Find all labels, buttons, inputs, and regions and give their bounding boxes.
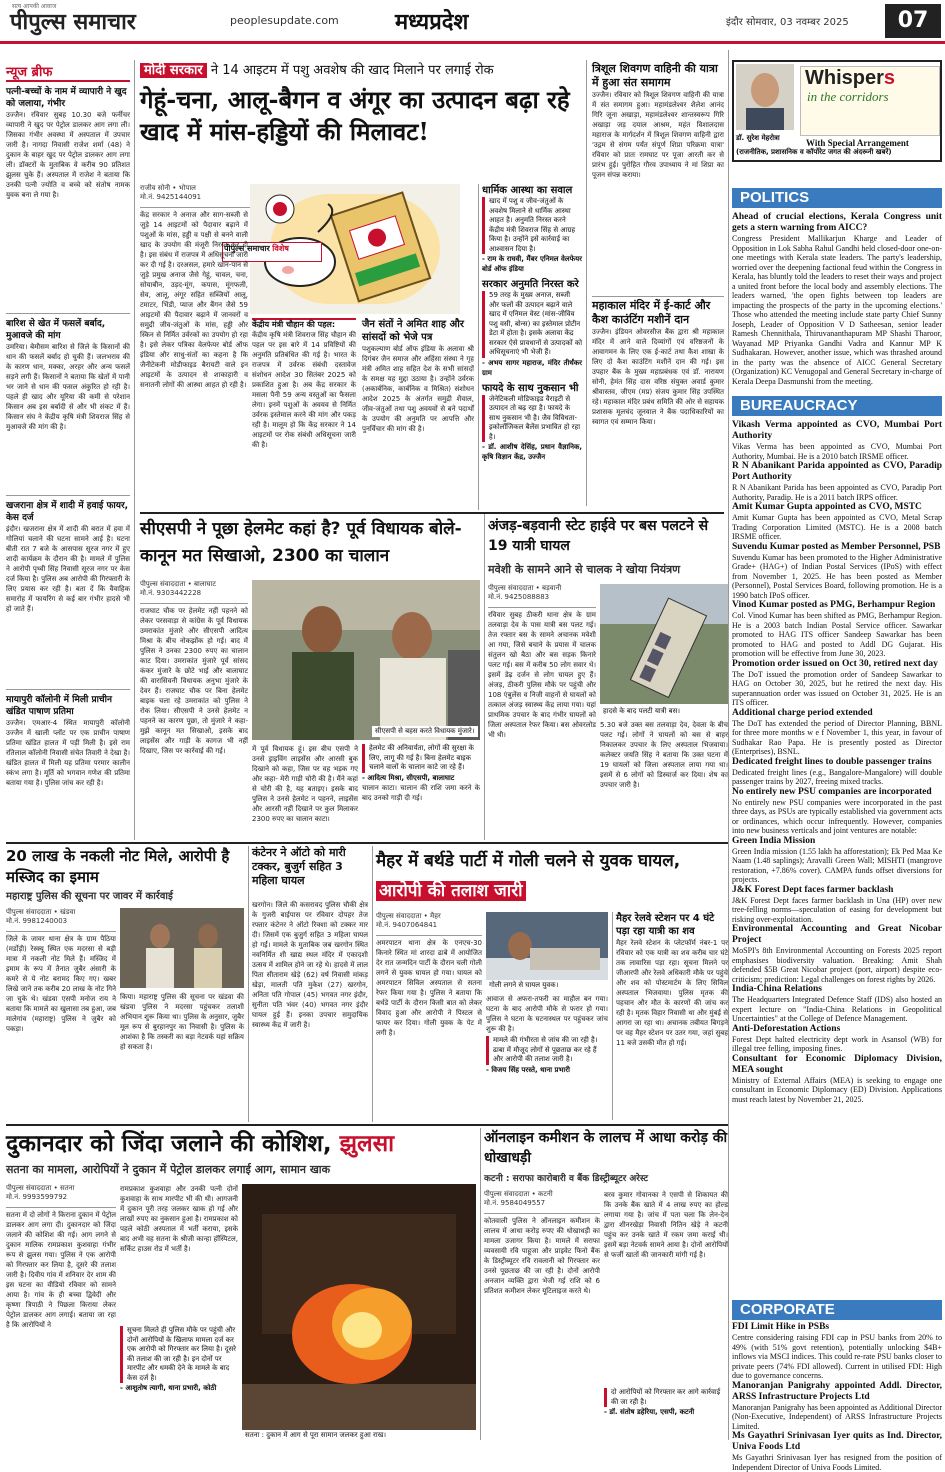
helmet-headline[interactable]: सीएसपी ने पूछा हेलमेट कहां है? पूर्व विधायक बोले- कानून मत सिखाओ, 2300 का चालान bbox=[140, 519, 462, 566]
minister-box bbox=[252, 318, 356, 510]
bureaucracy-item bbox=[732, 461, 942, 502]
item-body: Amit Kumar Gupta has been appointed as CVO, Metal Scrap Trading Corporation Limited (MSTC). He is a 2008 batch IRSME officer. bbox=[732, 513, 942, 541]
item-headline[interactable]: Anti-Deforestation Actions bbox=[732, 1023, 841, 1034]
faith-attribution: - राम के राघवी, मैंबर एनिमल वेलफेयर बोर्ड ऑफ इंडिया bbox=[482, 255, 582, 273]
item-body: Green India mission (1.55 lakh ha afforestation); Ek Ped Maa Ke Naam (1.48 saplings); Aravalli Green Wall; MISHTI (mangrove restoration, +7.86% cover). CAMPA funds offset diversions for projects. bbox=[732, 846, 942, 884]
bureaucracy-item bbox=[732, 502, 942, 542]
birthday-body-continued: आवाज से अफरा-तफरी का माहौल बन गया। घटना के बाद आरोपी मौके से फरार हो गया। पुलिस ने घटना के घटनास्थल पर पहुंचकर जांच शुरू की है। bbox=[486, 995, 608, 1033]
item-body: MoSPI's 8th Environmental Accounting on Forests 2025 report emphasises biodiversity valuation. Breaking: Amit Shah defended $5B Great Nicobar project (port, airport) despite eco-criticism; prediction: Legal challenges on forest rights by 2026. bbox=[732, 946, 942, 984]
item-headline[interactable]: Promotion order issued on Oct 30, retired next day bbox=[732, 658, 938, 669]
reporter: पीपुल्स संवाददाता • बड़वानी bbox=[488, 584, 562, 592]
helmet-quote-box bbox=[362, 744, 480, 838]
corporate-item bbox=[732, 1431, 942, 1472]
bureaucracy-item bbox=[732, 542, 942, 601]
bus-subhead: मवेशी के सामने आने से चालक ने खोया नियंत्रण bbox=[488, 563, 681, 576]
maihar-rail-headline[interactable]: मैहर रेलवे स्टेशन पर 4 घंटे पड़ा रहा यात्री का शव bbox=[616, 913, 715, 937]
fake-notes-byline bbox=[6, 908, 116, 932]
reporter: पीपुल्स संवाददाता • खंडवा bbox=[6, 908, 76, 916]
birthday-headline-highlight: आरोपी की तलाश जारी bbox=[376, 881, 526, 901]
helmet-body-continued: में पूर्व विधायक हूं। इस बीच एसपी ने उनसे ड्राइविंग लाइसेंस और आरसी बुक दिखाने को कहा, जिस पर वह भड़क गए और कहा- मेरी गाड़ी चोरी की है। मैंने कहां से चोरी की है, यह बताइए। इसके बाद पुलिस ने उनसे हेलमेट न पहनने, लाइसेंस और आरसी नहीं दिखाने पर कुल मिलाकर 2300 रुपए का चालान काटा। bbox=[252, 745, 358, 823]
bureaucracy-item bbox=[732, 708, 942, 757]
reporter-phone: मो.नं. 9993599792 bbox=[6, 1193, 68, 1201]
fraud-subhead: कटनी : सराफा कारोबारी व बैंक डिस्ट्रीब्यूटर अरेस्ट bbox=[484, 1174, 649, 1184]
corporate-item bbox=[732, 1381, 942, 1432]
whispers-title: Whisper bbox=[805, 67, 884, 89]
fake-notes-subhead: महाराष्ट्र पुलिस की सूचना पर जावर में कार्रवाई bbox=[6, 891, 173, 902]
shop-fire-body-continued: रामप्रकाश कुशवाहा और उनकी पत्नी दोनों कुशवाहा के साथ मारपीट भी की थी। आगजनी में दुकान पूरी तरह जलकर खाक हो गई और लाखों रुपए का नुकसान हुआ है। रामप्रकाश को पहले कोठी अस्पताल में भर्ती कराया, इसके बाद अभी वह सतना के श्रीजी कान्हा हॉस्पिटल, सर्किट हाउस रोड में भर्ती है। bbox=[120, 1185, 238, 1253]
lead-byline bbox=[140, 184, 250, 208]
reporter-phone: मो.नं. 9407064841 bbox=[376, 921, 438, 929]
item-headline[interactable]: Environmental Accounting and Great Nicobar Project bbox=[732, 924, 942, 945]
lead-kicker bbox=[140, 62, 580, 80]
box-title: केंद्रीय मंत्री चौहान की पहल: bbox=[252, 320, 336, 329]
fake-notes-body-continued: किया। महाराष्ट्र पुलिस की सूचना पर खंडवा की खंडवा पुलिस ने मदरसा पहुंचकर तलाशी अभियान शुरू किया था। पुलिस के अनुसार, जुबैर मूल रूप से बुरहानपुर का निवासी है। पुलिस के आशंका है कि तस्करी का बड़ा नेटवर्क यहां सक्रिय हो सकता है। bbox=[120, 993, 244, 1051]
bus-photo bbox=[600, 584, 728, 704]
birthday-photo-caption: गोली लगने से घायल युवक। bbox=[486, 980, 608, 991]
page-number: 07 bbox=[885, 4, 941, 38]
mahakal-headline[interactable]: महाकाल मंदिर में ई-कार्ट और कैश काउंटिंग मशीनें दान bbox=[592, 299, 711, 326]
corporate-list bbox=[732, 1322, 942, 1472]
bureaucracy-list bbox=[732, 420, 942, 1298]
author-portrait bbox=[736, 64, 794, 130]
item-headline[interactable]: India-China Relations bbox=[732, 984, 823, 994]
brief-body: उज्जैन। एमआर-4 स्थित मायापुरी कॉलोनी उज्जैन में खाली प्लॉट पर एक प्राचीन पाषाण प्रतिमा खंडित हालत में पड़ी मिली है। इसे राम रतिलाल कॉलोनी निवासी संचेत तिवारी ने देखा है। खंडित हालत में मिली यह प्रतिमा परमार कालीन स्कंभ लगा है। मूर्ति को भगवान गणेश की प्रतिमा बताया गया है। पुलिस जांच कर रही है। bbox=[6, 719, 130, 787]
corporate-section-header: CORPORATE bbox=[732, 1300, 942, 1320]
helmet-quote-attribution: - आदित्य मिश्रा, सीएसपी, बालाघाट bbox=[362, 773, 455, 782]
bureaucracy-item bbox=[732, 1054, 942, 1105]
mahakal-body: उज्जैन। इंडियन ओवरसीज बैंक द्वारा श्री महाकाल मंदिर में आने वाले दिव्यांगों एवं वरिष्ठजनों के आवागमन के लिए एक ई-कार्ट तथा कैश शाखा के लिए दो कैश काउंटिंग मशीनें दान की गई। इस उपहार बैंक के मुख्य महाप्रबंधक एवं डॉ. नारायण सोनी, हेमंत सिंह दास वरिष्ठ संयुक्त अवार्ड कुमार श्रीवास्तव, जीएम (मप्र) संजय कुमार सिंह उपस्थित रहे। महाकाल मंदिर प्रबंध समिति की ओर से सहायक प्रशासक मूलचंद जूनवाल ने बैंक पदाधिकारियों का स्वागत एवं सम्मान किया। bbox=[592, 328, 724, 426]
fraud-headline[interactable]: ऑनलाइन कमीशन के लालच में आधा करोड़ की धोखाधड़ी bbox=[484, 1130, 728, 1166]
item-headline[interactable]: Consultant for Economic Diplomacy Division, MEA sought bbox=[732, 1053, 942, 1075]
fraud-quote: दो आरोपियों को गिरफ्तार कर आगे कार्रवाई की जा रही है। bbox=[604, 1388, 728, 1407]
item-body: Dedicated freight lines (e.g., Bangalore-Mangalore) will double passenger trains by 2027, freeing mixed tracks. bbox=[732, 767, 942, 786]
fire-scene bbox=[242, 1184, 476, 1430]
news-brief-column bbox=[6, 62, 130, 842]
whispers-subtitle: in the corridors bbox=[807, 89, 889, 104]
shop-fire-quote: सूचना मिलते ही पुलिस मौके पर पहुंची और दोनों आरोपियों के खिलाफ मामला दर्ज कर एक आरोपी को गिरफ्तार कर लिया है। दूसरे की तलाश की जा रही है। इन दोनों पर मारपीट और धमकी देने के मामले के बाद केस दर्ज है। bbox=[120, 1326, 238, 1383]
arrest-photo-scene bbox=[120, 908, 244, 988]
exclusive-label: पीपुल्स समाचार bbox=[224, 244, 270, 253]
shop-fire-photo bbox=[242, 1184, 476, 1430]
item-body: Ministry of External Affairs (MEA) is seeking to engage one consultant in Economic Diplomacy (ED) Division. Applications must reach latest by November 21, 2025. bbox=[732, 1075, 942, 1104]
birthday-photo bbox=[486, 912, 608, 990]
brief-headline[interactable]: खजराना क्षेत्र में शादी में हवाई फायर, केस दर्ज bbox=[6, 501, 129, 523]
bureaucracy-item bbox=[732, 924, 942, 984]
item-headline[interactable]: No entirely new PSU companies are incorporated bbox=[732, 786, 932, 797]
news-brief-label: न्यूज ब्रीफ bbox=[6, 62, 130, 82]
dateline: इंदौर सोमवार, 03 नवम्बर 2025 bbox=[726, 17, 849, 28]
helmet-photo bbox=[252, 580, 480, 740]
bus-headline[interactable]: अंजड़-बड़वानी स्टेट हाईवे पर बस पलटने से 19 यात्री घायल bbox=[488, 518, 709, 554]
bureaucracy-item bbox=[732, 984, 942, 1024]
injured-youth-scene bbox=[486, 912, 608, 990]
kicker-text: ने 14 आइटम में पशु अवशेष की खाद मिलाने पर लगाई रोक bbox=[210, 63, 494, 78]
fraud-body: कोतवाली पुलिस ने ऑनलाइन कमीशन के लालच में आधा करोड़ रुपए की धोखाधड़ी का मामला उजागर किया है। मामले में सराफा व्यवसायी रवि पाहूजा और प्राइवेट फिनो बैंक के डिस्ट्रीब्यूटर रवि रावलानी को गिरफ्तार कर उनसे पूछताछ की जा रही है। दोनों आरोपी अनजान व्यक्ति द्वारा भेजी गई राशि को 6 प्रतिशत कमीशन लेकर यूटिलाइज करते थे। bbox=[484, 1217, 600, 1295]
whispers-box bbox=[732, 60, 942, 162]
shop-fire-byline bbox=[6, 1184, 116, 1208]
reporter-phone: मो.नं. 9425144091 bbox=[140, 193, 202, 201]
bus-body-continued: 5.30 बजे उक्त बस तलवाड़ा देव, देवला के बीच पलट गई। लोगों ने घायलों को बस से बाहर निकालकर उपचार के लिए अस्पताल भिजवाया। कलेक्टर जयति सिंह ने बताया कि उक्त घटना में 19 घायलों को जिला अस्पताल लाया गया था। इसमें से 6 लोगों को डिस्चार्ज कर दिया। शेष का उपचार जारी है। bbox=[600, 721, 728, 789]
sants-box bbox=[362, 318, 474, 510]
politics-story bbox=[732, 212, 942, 392]
website-link[interactable]: peoplesupdate.com bbox=[230, 14, 339, 27]
item-body: Centre considering raising FDI cap in PSU banks from 20% to 49% (with 51% govt retention), potentially unlocking $4B+ inflows via MSCI indices. This could re-rate PSU banks closer to private peers (74% FDI allowed). Current in utilised FDI: High due to governance concerns. bbox=[732, 1333, 942, 1380]
birthday-quote: मामले की गंभीरता से जांच की जा रही है। ढाबा में मौजूद लोगों से पूछताछ कर रहे हैं और आरोपी की तलाश जारी है। bbox=[486, 1036, 608, 1065]
dharma-body: उज्जैन। रविवार को त्रिशूल शिवगण वाहिनी की यात्रा में संत समागम हुआ। महामंडलेश्वर शैलेश आनंद गिरि जूना अखाड़ा, महामंडलेश्वर शान्तस्वरूप गिरि अखाड़ा जड़ दयाल आश्रम, महंत विशालदास महाराज के मार्गदर्शन में त्रिशूल शिवगण वाहिनी द्वारा 'उद्गम से संगम पर्यंत संपूर्ण शिप्रा परिक्रमा यात्रा' रविवार को प्रातः रामघाट पर पूजा आरती कर से प्रारंभ हुई। पुरोहित गौरव उपाध्याय ने मां शिप्रा का पूजन संपन्न कराया। bbox=[592, 91, 724, 179]
reporter-phone: मो.नं. 9981240003 bbox=[6, 917, 68, 925]
bureaucracy-item bbox=[732, 659, 942, 708]
reporter: पीपुल्स संवाददाता • कटनी bbox=[484, 1190, 553, 1198]
maihar-rail-story bbox=[616, 912, 728, 1120]
birthday-quote-attribution: - विजय सिंह परस्ते, थाना प्रभारी bbox=[486, 1065, 570, 1074]
birthday-quote-box bbox=[486, 1036, 608, 1120]
whispers-credit: With Special Arrangement bbox=[806, 138, 909, 148]
brief-headline[interactable]: पत्नी-बच्चों के नाम में व्यापारी ने खुद को जलाया, गंभीर bbox=[6, 87, 127, 109]
bus-photo-caption: हादसे के बाद पलटी यात्री बस। bbox=[600, 706, 728, 717]
helmet-quote-tail: चालान काटा। चालान की राशि जमा करने के बाद उनको गाड़ी दी गई। bbox=[362, 783, 480, 802]
brief-item bbox=[6, 500, 130, 690]
reporter: पीपुल्स संवाददाता • सतना bbox=[6, 1184, 75, 1192]
fake-notes-headline[interactable]: 20 लाख के नकली नोट मिले, आरोपी है मस्जिद का इमाम bbox=[6, 847, 230, 886]
item-headline[interactable]: Dedicated freight lines to double passenger trains bbox=[732, 756, 932, 767]
item-headline[interactable]: Ms Gayathri Srinivasan Iyer quits as Ind. Director, Univa Foods Ltd bbox=[732, 1431, 942, 1452]
fayde-attribution: - डॉ. आशीष देसिंह, प्रधान वैज्ञानिक, कृषि विज्ञान केंद्र, उज्जैन bbox=[482, 443, 582, 461]
whispers-tagline: (राजनीतिक, प्रशासनिक व कॉर्पोरेट जगत की अंदरूनी खबरें) bbox=[736, 148, 892, 156]
dharma-headline[interactable]: त्रिशूल शिवगण वाहिनी की यात्रा में हुआ संत समागम bbox=[592, 62, 718, 89]
politics-section-header: POLITICS bbox=[732, 188, 942, 208]
faith-quote: खाद में पशु व जीव-जंतुओं के अवशेष मिलाने से धार्मिक आस्था आहत है। अनुमति निरस्त करने केंद्रीय मंत्री शिवराज सिंह से आग्रह किया है। उन्होंने इसे कार्रवाई का आश्वासन दिया है। bbox=[482, 197, 582, 254]
item-headline[interactable]: J&K Forest Dept faces farmer backlash bbox=[732, 884, 894, 895]
birthday-body: अमरपाटन थाना क्षेत्र के एनएच-30 किनारे स्थित मां शारदा ढाबे में आयोजित देर रात जन्मदिन पार्टी के दौरान चली गोली लगने से युवक घायल हो गया। घायल को अमरपाटन सिविल अस्पताल से सतना रेफर किया गया है। पुलिस ने बताया कि बर्थडे पार्टी के दौरान किसी बात को लेकर विवाद हुआ और आरोपी ने पिस्टल से फायर कर दिया। गोली युवक के पेट में लगी है। bbox=[376, 939, 482, 1037]
politics-headline[interactable]: Ahead of crucial elections, Kerala Congress unit gets a stern warning from AICC? bbox=[732, 212, 942, 233]
reporter-phone: मो.नं. 9303442228 bbox=[140, 589, 202, 597]
helmet-photo-scene bbox=[252, 580, 480, 740]
fraud-byline bbox=[484, 1190, 600, 1214]
container-body: खरगोन। जिले की कसरावद पुलिस चौकी क्षेत्र के गुजरी बाईपास पर रविवार दोपहर तेज रफ्तार कंटेनर ने ऑटो रिक्शा को टक्कर मार दी। जिसमें एक बुजुर्ग सहित 3 महिला घायल हो गईं। मामले के मुताबिक जब खरगोन स्थित नवनिर्मित शी खाद्य स्थल मंदिर में एकादशी उत्सव में शामिल होने जा रहे थे। हादसे में लाल पिता सीताराम खेड़े (62) वर्ष निवासी मांकड़ खेड़ा, मालती पति मुकेश (27) खरगोन, अनिता पति गोपाल (45) भगवत नगर इंदौर, सुनीता पति भंवर (40) भगवत नगर इंदौर घायल हुई हैं। इनका उपचार समुदायिक स्वास्थ्य केंद्र में जारी है। bbox=[252, 901, 368, 1029]
shop-fire-headline-main: दुकानदार को जिंदा जलाने की कोशिश, bbox=[6, 1131, 332, 1157]
item-headline[interactable]: Amit Kumar Gupta appointed as CVO, MSTC bbox=[732, 502, 922, 512]
item-body: Ms Gayathri Srinivasan Iyer has resigned from the position of Independent Director of Univa Foods Limited. bbox=[732, 1453, 942, 1472]
politics-body: Congress President Mallikarjun Kharge and Leader of Opposition in Lok Sabha Rahul Gandhi held closed-door one-on-one meetings with Kerala state leaders. The party's leadership, worried over the deepening factional feud within the Congress in Kerala, has bluntly told the leaders to reset their ways and project a united front before the local body and assembly elections. The leaders warned, 'the open fights between top leaders are impacting the prospects of the party in the upcoming elections.' Those who attended the meeting include state party Chief Sunny Joseph, Leader of Opposition V D Satheesan, senior leader Ramesh Chennithala, Thiruvananthapuram MP Shashi Tharoor, Wayanad MP Priyanka Gandhi Vadra and Kannur MP K Sudhakaran. However, another issue, which was thrashed around in the party was the absence of AICC General Secretary (Organization) KC Venugopal and General Secretary in-charge of Kerala Deepa Dasmunshi from the meeting. bbox=[732, 234, 942, 386]
author-photo bbox=[736, 64, 794, 130]
item-body: Vikas Verma has been appointed as CVO, Mumbai Port Authority, Mumbai. He is a 2010 batch IRSME officer. bbox=[732, 442, 942, 461]
item-headline[interactable]: Vikash Verma appointed as CVO, Mumbai Port Authority bbox=[732, 420, 942, 441]
kicker-highlight: मोदी सरकार bbox=[140, 63, 207, 78]
overturned-bus-scene bbox=[600, 584, 728, 704]
brief-headline[interactable]: मायापुरी कॉलोनी में मिली प्राचीन खंडित पाषाण प्रतिमा bbox=[6, 695, 112, 717]
fraud-body-continued: बरव कुमार गोवानका ने एसपी से शिकायत की कि उनके बैंक खाते में 4 लाख रुपए का होल्ड लगाया गया है। जांच में पता चला कि लेन-देन द्वारा शीनरखेड़ा निवासी नितिन खेड़े ने कटनी पहुंच कर उनके खाते में रकम जमा कराई थी। इसमें बड़ा नेटवर्क सामने आया है। दोनों आरोपियों से फर्जी खातों की जानकारी मांगी गई है। bbox=[604, 1191, 728, 1259]
brand-logo[interactable]: पीपुल्स समाचार bbox=[10, 9, 136, 35]
birthday-headline-main: मैहर में बर्थडे पार्टी में गोली चलने से युवक घायल, bbox=[376, 851, 681, 871]
dharma-story bbox=[592, 62, 724, 292]
brief-headline[interactable]: बारिश से खेत में फसलें बर्बाद, मुआवजे की मांग bbox=[6, 319, 106, 341]
item-headline[interactable]: Suvendu Kumar posted as Member Personnel, PSB bbox=[732, 541, 941, 552]
item-body: The DoT issued the promotion order of Sandeep Sawarkar to HAG on October 30, 2025, but he retired the next day. His superannuation order was issued on October 31, 2025. He is an ITS officer. bbox=[732, 669, 942, 707]
shop-fire-subhead: सतना का मामला, आरोपियों ने दुकान में पेट्रोल डालकर लगाई आग, सामान खाक bbox=[6, 1163, 331, 1176]
exclusive-tag: विशेष bbox=[272, 244, 289, 253]
brief-body: उमरिया। बेमौसम बारिश से जिले के किसानों की धान की फसलें बर्बाद हो चुकी हैं। जलभराव की के कारण धान, मक्का, अरहर और अन्य फसलें सड़ने लगी हैं। किसानों ने बताया कि खेतों में पानी भर जाने से धान की फसल अंकुरित हो रही है। पहले ही खाद और यूरिया की कमी से परेशान किसान अब इस बर्बादी से और भी संकट में हैं। किसान संघ ने केंद्रीय कृषि मंत्री शिवराज सिंह से मुआवजे की मांग की है। bbox=[6, 343, 130, 431]
item-body: The Headquarters Integrated Defence Staff (IDS) also hosted an expert lecture on "India-China Relations in Geopolitical Uncertainties" at the College of Defence Management. bbox=[732, 995, 942, 1023]
bus-body: रविवार सुबह ठीकरी थाना क्षेत्र के ग्राम तलवाड़ा देव के पास यात्री बस पलट गई। तेज रफ्तार बस के सामने अचानक मवेशी आ गया, जिसे बचाने के प्रयास में चालक संतुलन खो बैठा और बस सड़क किनारे पलट गई। बस में करीब 50 लोग सवार थे। इसमें डेढ़ दर्जन से लोग घायल हुए हैं। अंजड़, ठीकरी पुलिस मौके पर पहुंची और 108 एंबुलेंस व निजी वाहनों से घायलों को तत्काल अंजड़ स्वास्थ्य केंद्र लाया गया। यहां प्राथमिक उपचार के बाद गंभीर घायलों को जिला अस्पताल रेफर किया। बस ओवरलोड भी थी। bbox=[488, 611, 596, 739]
helmet-byline bbox=[140, 580, 248, 604]
item-body: Suvendu Kumar has been promoted to the Higher Administrative Grade+ (HAG+) of Indian Postal Services (IPoS) with effect from November 1, 2025. He has been posted as Member (Personnel), Postal Services Board, following promotion. He is a 1990 batch IPoS officer. bbox=[732, 552, 942, 600]
whispers-logo bbox=[800, 66, 940, 136]
brief-item bbox=[6, 694, 130, 862]
brief-body: इंदौर। खजराना क्षेत्र में शादी की बरात में हवा में गोलियां चलाने की घटना सामने आई है। घटना बीती रात 7 बजे के आसपास सूरज नगर में हुए शादी कार्यक्रम के दौरान की है। मामले में पुलिस ने आरोपी पृथ्वी सिंह निवासी सूरज नगर पर केस दर्ज किया है। पुलिस अब आरोपी की गिरफ्तारी के लिए प्रयास कर रही है। बता दें कि वैवाहिक समारोह में फायरिंग से कई बार गंभीर हादसे भी हो जाते हैं। bbox=[6, 525, 130, 613]
whispers-title-letter: s bbox=[883, 67, 896, 89]
mahakal-story bbox=[592, 296, 724, 508]
bus-byline bbox=[488, 584, 596, 608]
bureaucracy-item bbox=[732, 600, 942, 659]
bureaucracy-item bbox=[732, 420, 942, 461]
bureaucracy-item bbox=[732, 836, 942, 885]
reporter: राजीव सोनी • भोपाल bbox=[140, 184, 196, 192]
brief-body: उज्जैन। रविवार सुबह 10.30 बजे फर्नीचर व्यापारी ने खुद पर पेट्रोल डालकर आग लगा ली। जिसका गंभीर अवस्था में अस्पताल में उपचार जारी है। नागदा निवासी राजेश शर्मा (48) ने दुकान के बाहर खुद पर पेट्रोल डालकर आग लगा ली। डॉक्टरों के मुताबिक वे करीब 90 प्रतिशत झुलस चुके हैं। अस्पताल में राजेश ने बताया कि उनकी पत्नी ज्योति व बच्चे को संतोष नामक युवक बना ले गया है। bbox=[6, 111, 130, 199]
item-body: No entirely new PSU companies were incorporated in the past three days, as PSUs are typically established via government acts or ordinances, which occur infrequently. However, companies into new business verticals and joint ventures are notable: bbox=[732, 797, 942, 835]
item-body: Col. Vinod Kumar has been shifted as PMG, Berhampur Region. He is a 2003 batch Indian Postal Service officer. Sawarkar promoted to HAG ITS officer Sandeep Sawarkar has been promoted to HAG and posted to Addl DG Gujarat. His promotion will be effective from June 30, 2023. bbox=[732, 611, 942, 658]
shop-fire-headline[interactable] bbox=[6, 1128, 476, 1162]
sants-headline[interactable]: जैन संतों ने अमित शाह और सांसदों को भेजे पत्र bbox=[362, 319, 464, 343]
shop-fire-body: सतना में दो लोगों ने किराना दुकान में पेट्रोल डालकर आग लगा दी। दुकानदार को जिंदा जलाने की कोशिश की गई। आग लगने से दुकान मालिक रामप्रकाश कुशवाहा गंभीर रूप से झुलस गया। पुलिस ने एक आरोपी को गिरफ्तार कर लिया है, दूसरे की तलाश जारी है। दिवीय गांव में शनिवार देर शाम की इस घटना का वीडियो रविवार को सामने आया है। गांव के ही बच्चा द्विवेदी और कृष्णा त्रिपाठी ने पिछला किराया लेकर पेट्रोल डालकर आग लगाई। बताया जा रहा है कि आरोपियों ने bbox=[6, 1211, 116, 1329]
author-name: डॉ. सुरेश मेहरोत्रा bbox=[736, 134, 780, 142]
corporate-item bbox=[732, 1322, 942, 1381]
item-headline[interactable]: Manoranjan Panigrahy appointed Addl. Director, ARSS Infrastructure Projects Ltd bbox=[732, 1380, 942, 1402]
lead-body: केंद्र सरकार ने अनाज और साग-सब्जी से जुड़े 14 आइटमों को पैदावार बढ़ाने में पशुओं के मांस, हड्डी व पक्षी से बनने वाली खाद के उपयोग की मंजूरी निरस्त कर दी है। इस संबंध में राजपत्र में अधिसूचना जारी कर दी गई है। दरअसल, हमारे खान-पान से जुड़े प्रमुख अनाज जैसे गेहूं, चावल, चना, सोयाबीन, उड़द-मूंग, कपास, मूंगफली, सेव, आलू, अंगूर सहित सब्जियों आलू, टमाटर, भिंडी, प्याज और बैंगन जैसे 59 आइटमों की पैदावार बढ़ाने में जानवरों व समुद्री जीव-जंतुओं के मांस, हड्डी और स्किन से निर्मित उर्वरकों का उपयोग हो रहा है। इसे लेकर पत्रिका वेलफेयर बोर्ड ऑफ इंडिया और साधु-संतों का कहना है कि जैनीटेकनी मोडीफाइड बैरायटी वाले इन आइटमों के उत्पादन से शाकाहारी व सनातनी लोगों की आस्था आहत हो रही है। bbox=[140, 211, 248, 389]
item-body: The DoT has extended the period of Director Planning, BBNL for three more months w e f November 1, this year, in favour of Sudhakar Rao Papa. He is presently posted as Director (Enterprises), BSNL. bbox=[732, 718, 942, 756]
fraud-quote-box bbox=[604, 1388, 728, 1440]
brand-tagline: सत्य आपकी आवाज bbox=[12, 3, 57, 10]
shop-fire-quote-box bbox=[120, 1326, 238, 1440]
lead-headline[interactable]: गेहूं-चना, आलू-बैगन व अंगूर का उत्पादन बढ़ा रहे खाद में मांस-हड्डियों की मिलावट! bbox=[140, 85, 570, 146]
bureaucracy-item bbox=[732, 885, 942, 925]
masthead bbox=[0, 0, 945, 44]
birthday-headline[interactable] bbox=[376, 846, 728, 910]
reporter-phone: मो.नं. 9584049557 bbox=[484, 1199, 546, 1207]
container-headline[interactable]: कंटेनर ने ऑटो को मारी टक्कर, बुजुर्ग सहित 3 महिला घायल bbox=[252, 846, 346, 887]
maihar-rail-body: मैहर रेलवे स्टेशन के प्लेटफॉर्म नंबर-1 पर रविवार को एक यात्री का शव करीब चार घंटे तक लावारिस पड़ा रहा। सूचना मिलने पर जीआरपी और रेलवे अधिकारी मौके पर पहुंचे और शव को पोस्टमार्टम के लिए सिविल अस्पताल भिजवाया। पुलिस मृतक की पहचान और मौत के कारणों की जांच कर रही है। मृतक विहार निवासी था और मुंबई से आगरा जा रहा था। अचानक तबीयत बिगड़ने पर वह मैहर स्टेशन पर उतर गया, जहां सुबह 11 बजे उसकी मौत हो गई। bbox=[616, 939, 728, 1047]
bureaucracy-item bbox=[732, 787, 942, 836]
bureaucracy-section-header: BUREAUCRACY bbox=[732, 396, 942, 416]
reporter: पीपुल्स संवाददाता • बालाघाट bbox=[140, 580, 216, 588]
loss-attribution: - अभय सागर महाराज, मंदिर तीर्थंकर ग्राम bbox=[482, 358, 582, 377]
item-headline[interactable]: Green India Mission bbox=[732, 835, 816, 846]
item-body: Forest Dept halted electricity dept work in Asansol (WB) for illegal tree felling, imposing fines. bbox=[732, 1034, 942, 1053]
sants-text: पशुकल्याण बोर्ड ऑफ इंडिया के अलावा श्री दिगंबर जैन समाज और अहिंसा संस्था ने गृह मंत्री अमित शाह सहित देश के सभी सांसदों के समक्ष यह मुद्दा उठाया है। उन्होंने उर्वरक (अकार्बनिक, कार्बनिक व मिश्रित) संशोधन आदेश 2025 के अंतर्गत समुद्री शैवाल, जीव-जंतुओं तथा पशु अवयवों से बने पदार्थों के उपयोग की अनुमति पर आपत्ति और पुनर्विचार की मांग की है। bbox=[362, 345, 474, 433]
reporter-phone: मो.नं. 9425088883 bbox=[488, 593, 550, 601]
loss-headline: सरकार अनुमति निरस्त करे bbox=[482, 279, 579, 290]
shop-fire-photo-caption: सतना : दुकान में आग से पूरा सामान जलकर हुआ राख। bbox=[242, 1430, 476, 1441]
fake-notes-photo bbox=[120, 908, 244, 988]
fraud-quote-attribution: - डॉ. संतोष डहेरिया, एसपी, कटनी bbox=[604, 1408, 695, 1416]
item-body: R N Abanikant Parida has been appointed as CVO, Paradip Port Authority, Paradip. He is a 2011 batch IRPS officer. bbox=[732, 483, 942, 502]
bureaucracy-item bbox=[732, 757, 942, 787]
fayde-headline: फायदे के साथ नुकसान भी bbox=[482, 382, 579, 394]
item-headline[interactable]: FDI Limit Hike in PSBs bbox=[732, 1322, 830, 1332]
reporter: पीपुल्स संवाददाता • मैहर bbox=[376, 912, 441, 920]
brief-item bbox=[6, 318, 130, 496]
section-title: मध्यप्रदेश bbox=[395, 9, 469, 35]
helmet-quote: हेलमेट की अनिवार्यता, लोगों की सुरक्षा के लिए, लागू की गई है। बिना हेलमेट बाइक चलाने वालों के चालान काटे जा रहे हैं। bbox=[362, 744, 480, 773]
fake-notes-body: जिले के जावर थाना क्षेत्र के ग्राम पैठिया (मर्डोड़ी) रेस्क्यू स्थित एक मदरसा से बड़ी मात्रा में नकली नोट मिले हैं। मस्जिद में इमाम के रूप में तैनात जुबैर अंसारी के कमरे से ये नोट बरामद किए गए। खबर लिखे जाने तक करीब 20 लाख के नोट गिने जा चुके थे। खंडवा एसपी मनोज राय ने बताया कि मामले का खुलासा तब हुआ, जब मालेगांव (महाराष्ट्र) पुलिस ने जुबैर को पकड़ा। bbox=[6, 935, 116, 1033]
brief-item bbox=[6, 86, 130, 314]
bureaucracy-item bbox=[732, 1024, 942, 1054]
faith-headline: धार्मिक आस्था का सवाल bbox=[482, 185, 573, 196]
shop-fire-quote-attribution: - आशुतोष त्यागी, थाना प्रभारी, कोठी bbox=[120, 1384, 217, 1392]
item-headline[interactable]: Vinod Kumar posted as PMG, Berhampur Region bbox=[732, 600, 936, 610]
birthday-byline bbox=[376, 912, 482, 936]
helmet-body: राजघाट चौक पर हेलमेट नहीं पहनने को लेकर परसवाड़ा से कांग्रेस के पूर्व विधायक उमराकांत मुंजारे और सीएसपी आदित्य मिश्रा के बीच नोकझोंक हो गई। बाद में पुलिस ने उनका 2300 रुपए का चालान काट दिया। उमराकांत मुंजारे पूर्व सांसद कंकर मुंजारे के छोटे भाई और बालाघाट की वारासिवनी विधायक अनुभा मुंजारे के देवर हैं। राजघाट चौक पर बिना हेलमेट बाइक चला रहे उमराकांत को पुलिस ने रोक लिया। सीएसपी ने उनसे हेलमेट न पहनने का कारण पूछा, तो मुंजारे ने कहा- मुझे कानून मत सिखाओ, इसके बाद लाइसेंस और गाड़ी के कागज भी नहीं दिखाए, जिस पर कार्रवाई की गई। bbox=[140, 607, 248, 755]
item-headline[interactable]: Additional charge period extended bbox=[732, 707, 873, 718]
loss-quote: 59 तरह के मुख्य अनाज, सब्जी और फलों की उत्पादन बढ़ाने वाले खाद में एनिमल वेस्ट (मांस-जीविव पशु वसी, बोन्स) का इस्तेमाल प्रोटीन डेटा में होता है। इसके अलावा केंद्र सरकार ऐसे प्रावधानों से उत्पादकों को अधिसूचनाएं भी भेजी हैं। bbox=[482, 291, 582, 358]
shop-fire-headline-highlight: झुलसा bbox=[339, 1131, 395, 1157]
box-text: केंद्रीय कृषि मंत्री शिवराज सिंह चौहान की पहल पर इस बारे में 14 प्रविष्टियों की अनुमति प्रतिबंधित की गई है। भारत के राजपत्र में उर्वरक संबंधी दस्तावेज संशोधन आदेश 30 सितंबर 2025 को प्रकाशित हुआ है। अब केंद्र सरकार के मसला पैनी 59 अन्य वस्तुओं का फैसला लेगा। इनमें पशुओं के अवयव से निर्मित उर्वरक इस्तेमाल करने की मांग और पकड़ रही है। मालूम हो कि केंद्र सरकार ने 14 आइटमों पर रोक संबंधी अधिसूचना जारी की है। bbox=[252, 331, 356, 449]
item-body: Manoranjan Panigrahy has been appointed as Additional Director (Non-Executive, Independent) of ARSS Infrastructure Projects Limited. bbox=[732, 1402, 942, 1431]
item-body: J&K Forest Dept faces farmer backlash in Una (HP) over new tree-felling norms—speculation of easing for development but risking over-exploitation. bbox=[732, 895, 942, 924]
helmet-photo-caption: सीएसपी से बहस करते विधायक मुंजारे। bbox=[372, 726, 478, 737]
item-headline[interactable]: R N Abanikant Parida appointed as CVO, Paradip Port Authority bbox=[732, 461, 942, 482]
fayde-quote: जेनेटिकली मोडिफाइड वैराइटी से उत्पादन तो बढ़ रहा है। फायदे के साथ नुकसान भी है। जैव विविधता-इकोलॉजिकल बैलेंस प्रभावित हो रहा है। bbox=[482, 395, 582, 443]
opinion-column bbox=[482, 184, 582, 510]
